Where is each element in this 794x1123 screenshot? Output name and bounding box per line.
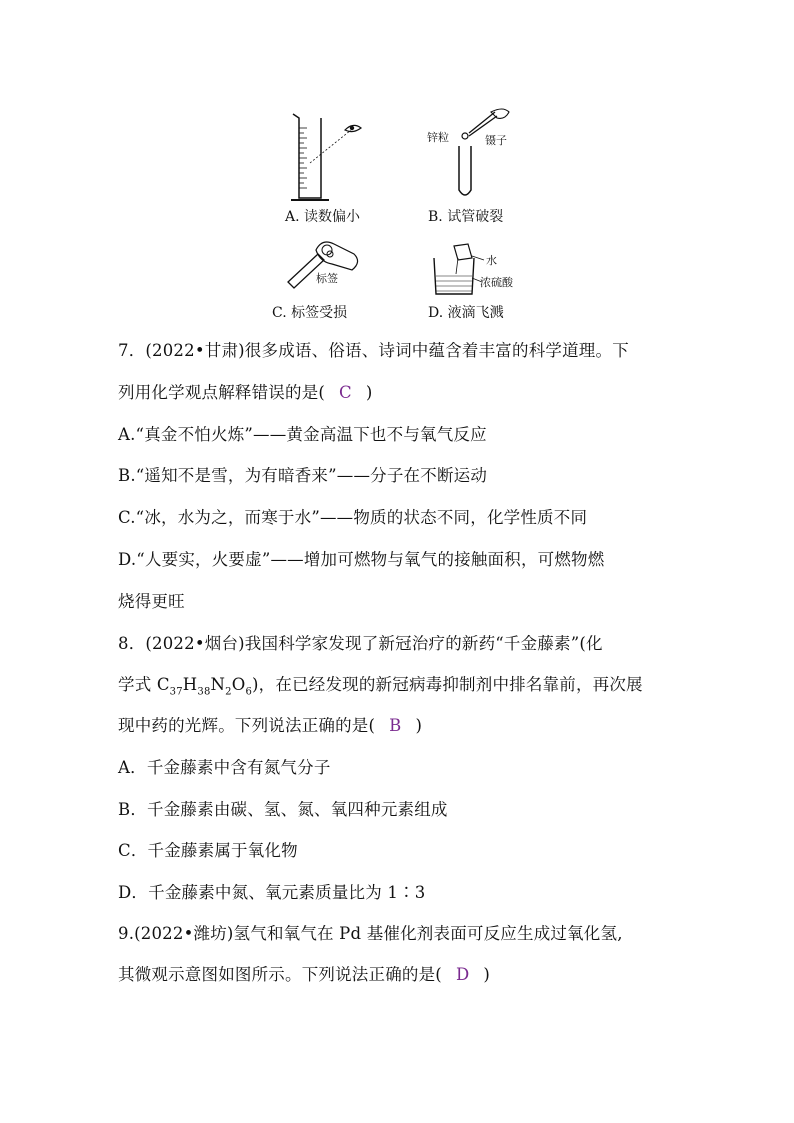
q7-stem-line-1: 7．(2022•甘肃)很多成语、俗语、诗词中蕴含着丰富的科学道理。下 — [118, 341, 629, 360]
figure-b-test-tube — [425, 106, 525, 201]
figure-c-caption: C. 标签受损 — [272, 305, 348, 321]
q7-option-a: A.“真金不怕火炼”——黄金高温下也不与氧气反应 — [118, 425, 487, 444]
figure-c-reagent-bottle — [272, 236, 372, 296]
figure-d-label-acid: 浓硫酸 — [480, 276, 513, 289]
q8-option-c: C．千金藤素属于氧化物 — [118, 841, 298, 860]
figure-a-caption: A. 读数偏小 — [285, 209, 361, 225]
q7-option-b: B.“遥知不是雪，为有暗香来”——分子在不断运动 — [118, 466, 488, 485]
figure-b-caption: B. 试管破裂 — [428, 209, 504, 225]
q8-stem-line-2: 学式 $C_{37}H_{38}N_2O_6$)，在已经发现的新冠病毒抑制剂中排名靠前，再次展 — [118, 675, 643, 698]
q7-answer: C — [339, 383, 352, 402]
q8-stem-line-3: 现中药的光辉。下列说法正确的是( B ) — [118, 716, 423, 735]
q9-stem-line-1: 9.(2022•潍坊)氢气和氧气在 Pd 基催化剂表面可反应生成过氧化氢, — [118, 924, 623, 943]
q7-option-c: C.“冰，水为之，而寒于水”——物质的状态不同，化学性质不同 — [118, 508, 588, 527]
figure-a-graduated-cylinder — [285, 108, 375, 203]
q8-option-a: A．千金藤素中含有氮气分子 — [118, 758, 331, 777]
figure-b-label-tweezers: 镊子 — [485, 134, 507, 147]
q7-option-d-continued: 烧得更旺 — [118, 592, 185, 611]
q7-stem-line-2: 列用化学观点解释错误的是( C ) — [118, 383, 373, 402]
q8-answer: B — [389, 716, 402, 735]
q8-option-d: D．千金藤素中氮、氧元素质量比为 1∶3 — [118, 883, 426, 902]
q9-stem-line-2: 其微观示意图如图所示。下列说法正确的是( D ) — [118, 965, 491, 984]
figure-b-label-zinc: 锌粒 — [427, 131, 449, 144]
q8-stem-line-1: 8．(2022•烟台)我国科学家发现了新冠治疗的新药“千金藤素”(化 — [118, 634, 603, 653]
figure-d-caption: D. 液滴飞溅 — [428, 305, 504, 321]
figure-d-label-water: 水 — [486, 254, 497, 267]
q9-answer: D — [455, 965, 470, 984]
q8-option-b: B．千金藤素由碳、氢、氮、氧四种元素组成 — [118, 800, 448, 819]
figure-d-beaker — [428, 244, 528, 299]
q7-option-d: D.“人要实，火要虚”——增加可燃物与氧气的接触面积，可燃物燃 — [118, 550, 605, 569]
figure-c-label: 标签 — [316, 272, 338, 285]
